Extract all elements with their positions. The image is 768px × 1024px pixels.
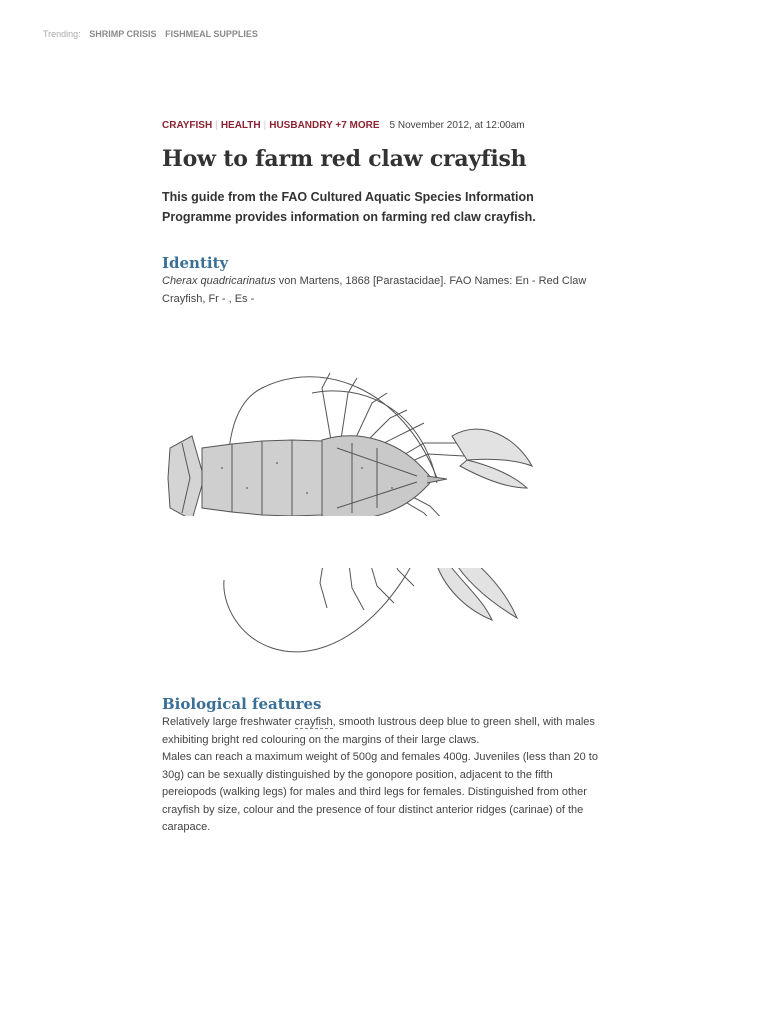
identity-text: von Martens, 1868 [Parastacidae]. FAO Names: En - Red Claw Crayfish, Fr - , Es - [162, 275, 587, 305]
crayfish-figure [162, 348, 542, 668]
trending-link-fishmeal-supplies[interactable]: FISHMEAL SUPPLIES [165, 29, 258, 39]
category-link-husbandry[interactable]: HUSBANDRY +7 MORE [269, 120, 380, 131]
crayfish-illustration-icon [162, 348, 542, 668]
category-link-crayfish[interactable]: CRAYFISH [162, 120, 213, 131]
article-standfirst: This guide from the FAO Cultured Aquatic Species Information Programme provides information on farming red claw crayfish. [162, 190, 536, 224]
article-meta [162, 119, 602, 133]
bio-text-after: , smooth lustrous deep blue to green shell, with males exhibiting bright red colouring on the margins of their large claws. [162, 716, 595, 746]
biological-paragraph-1 [162, 714, 602, 749]
trending-label: Trending: [43, 29, 81, 39]
category-separator: | [263, 120, 267, 131]
section-heading-identity: Identity [162, 254, 229, 272]
category-separator: | [215, 120, 218, 131]
article-title: How to farm red claw crayfish [162, 146, 527, 172]
category-link-health[interactable]: HEALTH [220, 120, 261, 131]
crayfish-glossary-link[interactable]: crayfish [294, 716, 333, 728]
figure-gap [162, 516, 542, 568]
species-name: Cherax quadricarinatus [162, 275, 276, 287]
bio-text-before: Relatively large freshwater [162, 716, 295, 728]
trending-link-shrimp-crisis[interactable]: SHRIMP CRISIS [89, 29, 157, 39]
identity-paragraph [162, 273, 602, 308]
trending-bar [43, 29, 264, 39]
section-heading-biological-features: Biological features [162, 695, 322, 713]
article [162, 119, 602, 837]
article-date: 5 November 2012, at 12:00am [389, 120, 525, 131]
biological-paragraph-2: Males can reach a maximum weight of 500g and females 400g. Juveniles (less than 20 to 30g) can be sexually distinguished by the gonopore position, adjacent to the fifth pereiopods (walking legs) for males and third legs for females. Distinguished from other crayfish by size, colour and the presence of four distinct anterior ridges (carinae) of the carapace. [162, 751, 598, 833]
